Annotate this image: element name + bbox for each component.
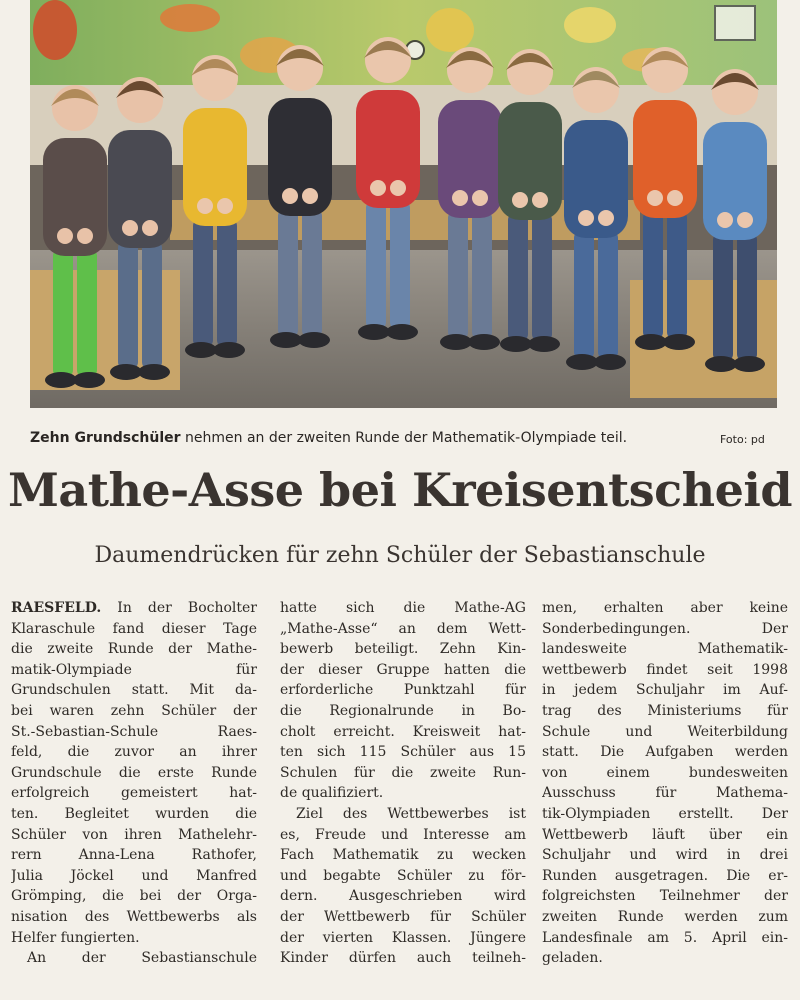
article-line: ten. Begleitet wurden die <box>11 805 257 822</box>
article-line: Helfer fungierten. <box>11 929 140 946</box>
article-column-3 <box>542 598 788 969</box>
article-line: dern. Ausgeschrieben wird <box>280 888 526 905</box>
article-line: die zweite Runde der Mathe- <box>11 641 257 658</box>
article-line: RAESFELD. In der Bocholter <box>11 600 257 616</box>
article-line: Grundschule die erste Runde <box>11 764 257 781</box>
article-line: von einem bundesweiten <box>542 764 788 781</box>
article-line: Ziel des Wettbewerbes ist <box>296 805 526 822</box>
photo-caption <box>30 427 777 449</box>
article-line: hatte sich die Mathe-AG <box>280 600 526 616</box>
article-line: feld, die zuvor an ihrer <box>11 744 257 761</box>
article-line: erforderliche Punktzahl für <box>280 682 526 699</box>
article-column-1 <box>11 598 257 969</box>
group-photo <box>30 0 777 408</box>
article-line: Grundschulen statt. Mit da- <box>11 682 257 699</box>
article-line: Kinder dürfen auch teilneh- <box>280 950 526 967</box>
article-line: trag des Ministeriums für <box>542 702 788 719</box>
article-line: es, Freude und Interesse am <box>280 826 526 843</box>
caption-bold: Zehn Grundschüler <box>30 430 181 446</box>
photo-credit: Foto: pd <box>720 433 765 446</box>
article-line: bewerb beteiligt. Zehn Kin- <box>280 641 526 658</box>
article-line: der dieser Gruppe hatten die <box>280 661 526 678</box>
article-line: Klaraschule fand dieser Tage <box>11 620 257 637</box>
article-line: Schule und Weiterbildung <box>542 723 788 740</box>
article-line: Wettbewerb läuft über ein <box>542 826 788 843</box>
article-line: Runden ausgetragen. Die er- <box>542 867 788 884</box>
article-line: der vierten Klassen. Jüngere <box>280 929 526 946</box>
article-line: statt. Die Aufgaben werden <box>542 744 788 761</box>
article-line: An der Sebastianschule <box>27 950 257 967</box>
article-line: landesweite Mathematik- <box>542 641 788 658</box>
dateline: RAESFELD. <box>11 600 102 616</box>
article-line: Schüler von ihren Mathelehr- <box>11 826 257 843</box>
article-line: bei waren zehn Schüler der <box>11 702 257 719</box>
caption-text: nehmen an der zweiten Runde der Mathematik-Olympiade teil. <box>180 430 628 446</box>
article-line: ten sich 115 Schüler aus 15 <box>280 744 526 761</box>
article-line: St.-Sebastian-Schule Raes- <box>11 723 257 740</box>
article-line: folgreichsten Teilnehmer der <box>542 888 788 905</box>
article-line: rern Anna-Lena Rathofer, <box>11 847 257 864</box>
article-line: cholt erreicht. Kreisweit hat- <box>280 723 526 740</box>
article-line: Grömping, die bei der Orga- <box>11 888 257 905</box>
article-line: de qualifiziert. <box>280 785 384 802</box>
article-line: Julia Jöckel und Manfred <box>11 867 257 884</box>
article-line: Sonderbedingungen. Der <box>542 620 788 637</box>
article-line: tik-Olympiaden erstellt. Der <box>542 805 788 822</box>
article-line: zweiten Runde werden zum <box>542 908 788 925</box>
article-line: wettbewerb findet seit 1998 <box>542 661 788 678</box>
article-line: der Wettbewerb für Schüler <box>280 908 526 925</box>
subheadline: Daumendrücken für zehn Schüler der Sebastianschule <box>94 543 706 568</box>
article-line: Fach Mathematik zu wecken <box>280 847 526 864</box>
article-line: und begabte Schüler zu för- <box>280 867 526 884</box>
article-column-2 <box>280 598 526 969</box>
article-line: Ausschuss für Mathema- <box>542 785 788 802</box>
article-line: „Mathe-Asse“ an dem Wett- <box>280 620 526 637</box>
article-line: in jedem Schuljahr im Auf- <box>542 682 788 699</box>
article-line: men, erhalten aber keine <box>542 600 788 616</box>
article-line: geladen. <box>542 950 603 967</box>
article-line: erfolgreich gemeistert hat- <box>11 785 257 802</box>
article-line: Landesfinale am 5. April ein- <box>542 929 788 946</box>
article-line: nisation des Wettbewerbs als <box>11 908 257 925</box>
group-photo-illustration <box>30 0 777 408</box>
article-line: Schulen für die zweite Run- <box>280 764 526 781</box>
article-line: Schuljahr und wird in drei <box>542 847 788 864</box>
article-line: matik-Olympiade für <box>11 661 257 678</box>
headline: Mathe-Asse bei Kreisentscheid <box>7 463 793 517</box>
article-line: die Regionalrunde in Bo- <box>280 702 526 719</box>
